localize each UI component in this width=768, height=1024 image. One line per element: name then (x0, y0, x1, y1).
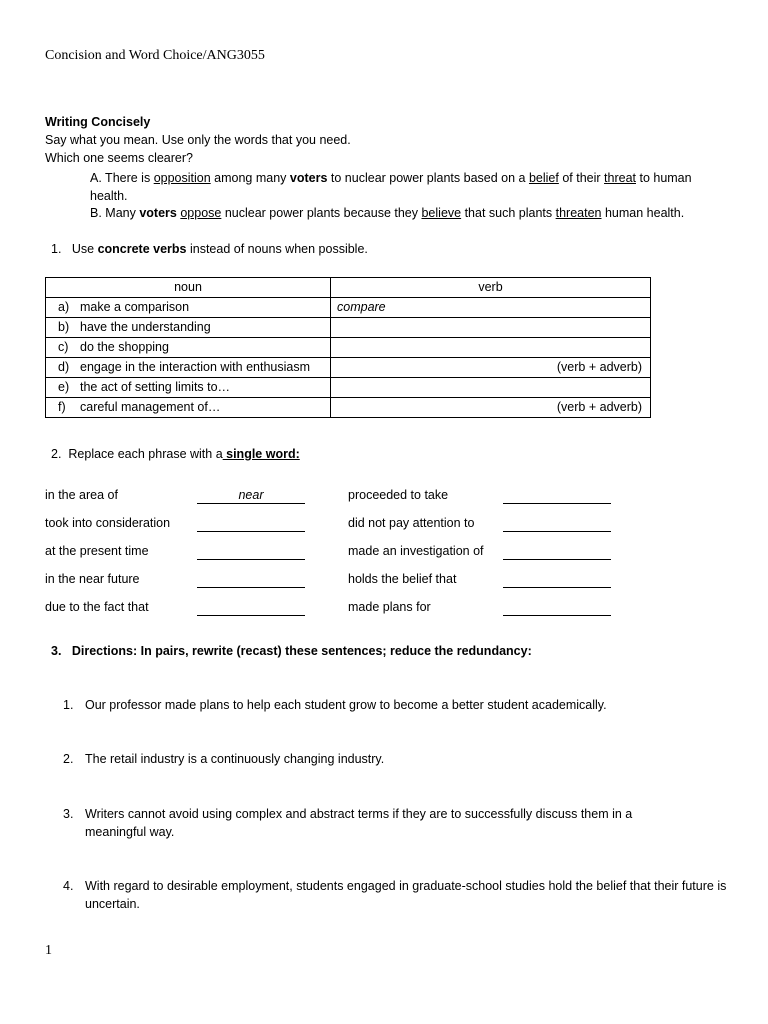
noun-phrase: do the shopping (80, 340, 169, 354)
phrase-item: holds the belief that (348, 572, 457, 586)
verb-answer: compare (337, 300, 386, 314)
row-letter: c) (58, 340, 69, 354)
phrase-item: at the present time (45, 544, 149, 558)
column-header-verb: verb (331, 278, 651, 298)
phrase-item: in the near future (45, 572, 140, 586)
sentence-number: 1. (63, 698, 74, 712)
section-heading-writing-concisely: Writing Concisely (45, 115, 151, 129)
verb-answer-cell[interactable] (331, 318, 651, 338)
noun-phrase: engage in the interaction with enthusiasm (80, 360, 311, 374)
row-letter: d) (58, 360, 70, 374)
sentence-number: 2. (63, 752, 74, 766)
row-letter: e) (58, 380, 70, 394)
row-letter: a) (58, 300, 70, 314)
example-sentence-a: A. There is opposition among many voters to nuclear power plants based on a belief of their threat to human health. (90, 171, 692, 203)
table-row (46, 298, 651, 318)
section-1-heading: 1. Use concrete verbs instead of nouns when possible. (51, 242, 368, 256)
answer-blank[interactable] (503, 488, 611, 504)
sentence-text: Our professor made plans to help each student grow to become a better student academically. (85, 698, 607, 712)
list-item (63, 750, 743, 768)
list-item (63, 805, 683, 841)
phrase-item: in the area of (45, 488, 118, 502)
intro-line: Say what you mean. Use only the words that you need. (45, 133, 351, 147)
example-sentence-b: B. Many voters oppose nuclear power plants because they believe that such plants threaten human health. (90, 206, 685, 220)
sentence-text: Writers cannot avoid using complex and abstract terms if they are to successfully discuss them in a meaningful way. (85, 807, 633, 839)
noun-phrase: have the understanding (80, 320, 211, 334)
verb-hint: (verb + adverb) (556, 360, 642, 374)
verb-answer-cell[interactable] (331, 358, 651, 378)
answer-blank[interactable] (503, 516, 611, 532)
sentence-text: The retail industry is a continuously changing industry. (85, 752, 385, 766)
answer-blank[interactable] (197, 600, 305, 616)
sentence-text: With regard to desirable employment, students engaged in graduate-school studies hold the belief that their future is uncertain. (85, 879, 727, 911)
page-number: 1 (45, 943, 52, 958)
answer-blank[interactable] (197, 544, 305, 560)
verb-hint: (verb + adverb) (556, 400, 642, 414)
intro-question: Which one seems clearer? (45, 151, 193, 165)
column-header-noun: noun (46, 278, 331, 298)
list-item (63, 696, 743, 714)
verb-answer-cell[interactable] (331, 398, 651, 418)
noun-phrase: make a comparison (80, 300, 190, 314)
verb-answer-cell[interactable] (331, 298, 651, 318)
table-row (46, 318, 651, 338)
table-row (46, 358, 651, 378)
noun-phrase: careful management of… (80, 400, 221, 414)
sentence-number: 4. (63, 879, 74, 893)
verb-answer-cell[interactable] (331, 338, 651, 358)
phrase-item: made plans for (348, 600, 431, 614)
phrase-item: proceeded to take (348, 488, 449, 502)
phrase-item: took into consideration (45, 516, 171, 530)
list-item (63, 877, 738, 913)
answer-blank[interactable] (197, 516, 305, 532)
answer-blank[interactable] (197, 572, 305, 588)
row-letter: b) (58, 320, 70, 334)
phrase-item: made an investigation of (348, 544, 484, 558)
sentence-number: 3. (63, 807, 74, 821)
document-title: Concision and Word Choice/ANG3055 (45, 48, 265, 63)
answer-blank[interactable]: near (197, 488, 305, 504)
phrase-item: due to the fact that (45, 600, 149, 614)
section-3-heading: 3. Directions: In pairs, rewrite (recast) these sentences; reduce the redundancy: (51, 644, 532, 658)
table-row (46, 398, 651, 418)
noun-phrase: the act of setting limits to… (80, 380, 231, 394)
answer-blank[interactable] (503, 600, 611, 616)
noun-verb-table (45, 277, 651, 418)
table-row (46, 338, 651, 358)
verb-answer-cell[interactable] (331, 378, 651, 398)
row-letter: f) (58, 400, 66, 414)
table-row (46, 378, 651, 398)
phrase-item: did not pay attention to (348, 516, 475, 530)
answer-blank[interactable] (503, 572, 611, 588)
answer-blank[interactable] (503, 544, 611, 560)
section-2-heading: 2. Replace each phrase with a single word: (51, 447, 300, 461)
